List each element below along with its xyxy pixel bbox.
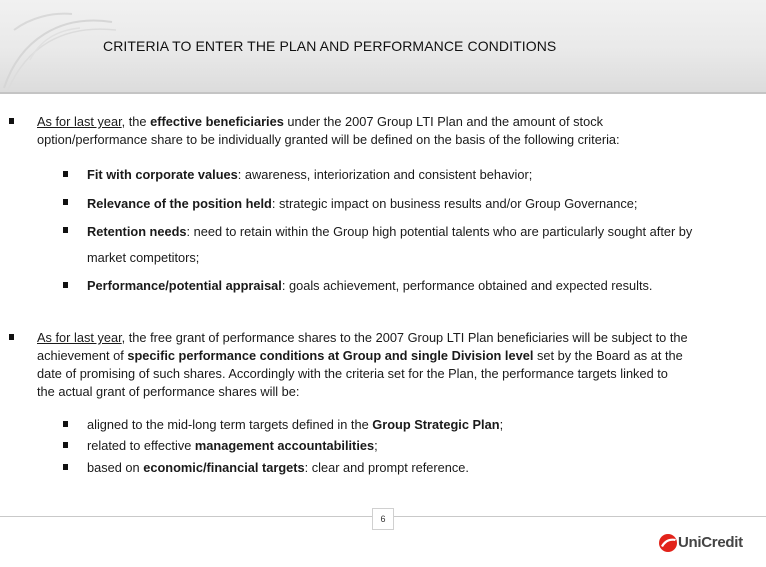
criteria-text: : strategic impact on business results and/or Group Governance; — [271, 196, 638, 211]
section2-line1 — [37, 330, 688, 345]
criteria-item — [87, 167, 532, 182]
criteria-item — [87, 278, 652, 293]
intro-bold: effective beneficiaries — [150, 114, 284, 129]
target-text: aligned to the mid-long term targets defined in the — [87, 417, 373, 432]
section2-line2 — [37, 348, 683, 363]
bullet-icon — [9, 334, 14, 340]
criteria-bold: Performance/potential appraisal — [87, 278, 282, 293]
bullet-icon — [63, 442, 68, 448]
bullet-icon — [63, 171, 68, 177]
criteria-text: : goals achievement, performance obtained and expected results. — [281, 278, 653, 293]
criteria-bold: Retention needs — [87, 224, 187, 239]
section2-bold: specific performance conditions at Group and single Division level — [127, 348, 534, 363]
header-divider — [0, 92, 766, 94]
target-bold: Group Strategic Plan — [372, 417, 500, 432]
intro-text: under the 2007 Group LTI Plan and the amount of stock — [283, 114, 604, 129]
section2-text: , the free grant of performance shares to the 2007 Group LTI Plan beneficiaries will be subject to the — [121, 330, 688, 345]
bullet-icon — [63, 464, 68, 470]
target-bold: management accountabilities — [194, 438, 375, 453]
page-title: CRITERIA TO ENTER THE PLAN AND PERFORMANCE CONDITIONS — [103, 38, 557, 54]
target-bold: economic/financial targets — [143, 460, 305, 475]
bullet-icon — [63, 227, 68, 233]
intro-underlined: As for last year — [37, 114, 122, 129]
target-text: related to effective — [87, 438, 195, 453]
section2-text: set by the Board as at the — [533, 348, 683, 363]
unicredit-logo-icon — [658, 533, 678, 553]
criteria-bold: Fit with corporate values — [87, 167, 238, 182]
brand-name: UniCredit — [678, 534, 743, 551]
criteria-text: : need to retain within the Group high potential talents who are particularly sought after by — [186, 224, 693, 239]
criteria-text: : awareness, interiorization and consistent behavior; — [237, 167, 533, 182]
section2-text: achievement of — [37, 348, 128, 363]
target-item — [87, 417, 503, 432]
section2-line3: date of promising of such shares. Accordingly with the criteria set for the Plan, the performance targets linked to — [37, 366, 668, 381]
section2-line4: the actual grant of performance shares will be: — [37, 384, 300, 399]
target-item — [87, 438, 378, 453]
section1-intro-line1 — [37, 114, 603, 129]
bullet-icon — [63, 282, 68, 288]
target-item — [87, 460, 469, 475]
page-number: 6 — [372, 508, 394, 530]
criteria-item-continued: market competitors; — [87, 250, 200, 265]
bullet-icon — [63, 421, 68, 427]
section2-underlined: As for last year — [37, 330, 122, 345]
target-text: : clear and prompt reference. — [304, 460, 469, 475]
unicredit-watermark-icon — [0, 0, 120, 92]
criteria-bold: Relevance of the position held — [87, 196, 272, 211]
target-text: based on — [87, 460, 144, 475]
bullet-icon — [9, 118, 14, 124]
intro-text: , the — [121, 114, 151, 129]
target-text: ; — [374, 438, 378, 453]
bullet-icon — [63, 199, 68, 205]
target-text: ; — [499, 417, 504, 432]
criteria-item — [87, 196, 637, 211]
criteria-item — [87, 224, 692, 239]
section1-intro-line2: option/performance share to be individually granted will be defined on the basis of the following criteria: — [37, 132, 620, 147]
